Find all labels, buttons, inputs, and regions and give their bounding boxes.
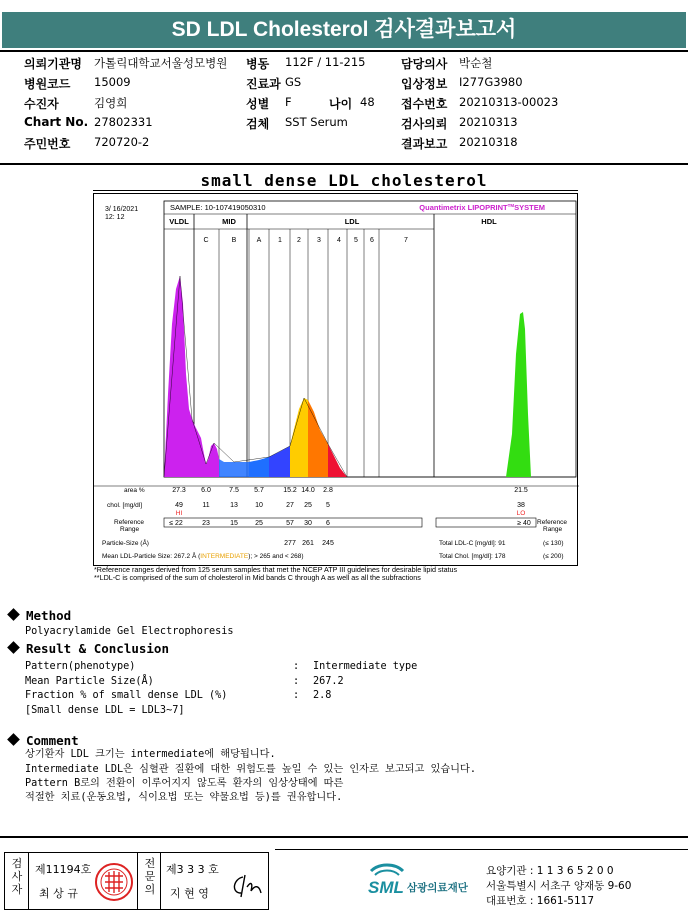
org-name: 삼광의료재단 [407,882,468,894]
result-row-colon: : [293,690,300,701]
area-value: 27.3 [172,487,186,494]
admission-label: 입상정보 [401,77,448,91]
institution-value: 가톨릭대학교서울성모병원 [94,56,228,70]
row-label-chol: chol. [mg/dl] [107,502,143,509]
chol-value: 10 [255,502,263,509]
band-label: C [203,237,209,244]
result-row-value: Intermediate type [313,661,418,672]
examiner-seal-icon [93,861,135,903]
footnote-1: *Reference ranges derived from 125 serum samples that met the NCEP ATP III guidelines for desirable lipid status [94,565,458,574]
sex-label: 성별 [246,97,270,111]
mid-b-area [249,457,269,477]
chol-value: 13 [230,502,238,509]
doctor-license-no: 제3 3 3 호 [166,863,219,876]
row-label-size: Particle-Size (Å) [102,540,149,547]
dept-label: 진료과 [246,77,281,91]
area-value: 2.8 [323,487,333,494]
diamond-bullet-icon [7,733,20,746]
result-row-label: Pattern(phenotype) [25,661,136,672]
band-label: B [231,237,237,244]
method-text: Polyacrylamide Gel Electrophoresis [25,626,234,637]
examiner-title-cell [5,853,29,909]
area-value: 7.5 [229,487,239,494]
ldl1-area [290,398,308,477]
org-code: 요양기관 : 1 1 3 6 5 2 0 0 [486,865,614,877]
result-row-label: Fraction % of small dense LDL (%) [25,690,228,701]
chol-flag-lo: LO [516,510,526,517]
chart-no-label: Chart No. [24,115,89,129]
id-label: 주민번호 [24,137,71,151]
diamond-bullet-icon [7,608,20,621]
sml-logo-icon [367,862,479,902]
examiner-name: 최 상 규 [39,887,78,900]
chol-value: 11 [202,502,210,509]
comment-line: Pattern B로의 전환이 이루어지지 않도록 환자의 임상상태에 따른 [25,778,344,789]
method-heading-text: Method [26,608,72,623]
group-label-mid: MID [222,217,236,226]
band-label: 1 [278,237,282,244]
mean-size-part: INTERMEDIATE [200,553,249,560]
comment-heading-text: Comment [26,733,79,748]
id-value: 720720-2 [94,135,150,149]
report-date-value: 20210318 [459,135,518,149]
row-label-ref-1: Reference [114,519,144,526]
divider [0,50,688,52]
result-row-colon: : [293,676,300,687]
request-date-label: 검사의뢰 [401,117,448,131]
area-value: 15.2 [283,487,297,494]
hospital-code-value: 15009 [94,75,131,89]
age-value: 48 [360,95,375,109]
ref-value: 23 [202,520,210,527]
sml-logo [367,862,479,907]
band-label: 7 [404,237,408,244]
total-ldl-ref: (≤ 130) [543,540,564,547]
comment-line: Intermediate LDL은 심혈관 질환에 대한 위험도를 높일 수 있는 인자로 보고되고 있습니다. [25,764,476,775]
area-value: 21.5 [514,487,528,494]
mean-size [102,551,304,560]
patient-name: 김영희 [94,96,128,110]
total-ldl: Total LDL-C [mg/dl]: 91 [439,540,506,547]
doctor-title-cell [137,853,161,909]
chart-date: 3/ 16/2021 [105,206,139,213]
chart-brand [419,203,545,212]
doctor-name: 지 현 영 [170,887,209,900]
band-label: 6 [370,237,374,244]
result-row-colon: : [293,661,300,672]
sex-value: F [285,95,292,109]
age-label: 나이 [329,97,353,111]
result-note: [Small dense LDL = LDL3~7] [25,705,185,716]
diamond-bullet-icon [7,641,20,654]
chol-value: 38 [517,502,525,509]
doctor-value: 박순철 [459,56,493,70]
examiner-license-no: 제11194호 [35,863,92,876]
ref-value: 6 [326,520,330,527]
result-heading-text: Result & Conclusion [26,641,169,656]
vertical-char: 문 [144,870,156,883]
footnote-2: **LDL-C is comprised of the sum of cholesterol in Mid bands C through A as well as all the subfractions [94,572,421,582]
ref-value: 25 [255,520,263,527]
divider [93,190,578,191]
sml-logo-text: SML [368,878,404,897]
examiner-vertical-label [10,857,24,896]
area-value: 14.0 [301,487,315,494]
size-value: 245 [322,540,334,547]
electrophoresis-chart [93,193,578,566]
chol-value: 49 [175,502,183,509]
hdl-peak [506,312,531,477]
vertical-char: 자 [11,883,23,896]
result-row-label: Mean Particle Size(Å) [25,676,154,687]
mid-a-area [269,446,290,477]
request-date-value: 20210313 [459,115,518,129]
dept-value: GS [285,75,302,89]
group-label-vldl: VLDL [169,217,189,226]
chart-no-value: 27802331 [94,115,153,129]
admission-value: I277G3980 [459,75,523,89]
footnotes [94,566,457,581]
total-chol-ref: (≤ 200) [543,553,564,560]
group-label-ldl: LDL [344,217,360,226]
chol-flag-hi: HI [175,510,183,517]
ref-value: ≤ 22 [169,520,183,527]
vertical-char: 검 [11,857,23,870]
divider [275,849,688,850]
brand-tm: TM [507,203,515,208]
divider [0,163,688,165]
doctor-label: 담당의사 [401,57,448,71]
report-date-label: 결과보고 [401,137,448,151]
ref-value: 30 [304,520,312,527]
area-value: 6.0 [201,487,211,494]
report-header [0,0,688,48]
brand-text: SYSTEM [514,203,545,212]
total-chol: Total Chol. [mg/dl]: 178 [439,553,506,560]
org-phone: 대표번호 : 1661-5117 [486,895,595,907]
result-row-value: 267.2 [313,676,344,687]
mean-size-part: Mean LDL-Particle Size: 267.2 Å ( [102,553,201,560]
ref-side-1: Reference [537,519,567,526]
band-label: 4 [337,237,341,244]
chol-value: 27 [286,502,294,509]
receipt-value: 20210313-00023 [459,95,559,109]
org-info [486,864,631,909]
band-label: 2 [297,237,301,244]
ward-label: 병동 [246,57,270,71]
band-label: 5 [354,237,358,244]
vertical-char: 의 [144,883,156,896]
vldl-peak [164,276,219,477]
divider [0,836,688,838]
hospital-code-label: 병원코드 [24,77,71,91]
comment-line: 상기환자 LDL 크기는 intermediate에 해당됩니다. [25,749,276,760]
doctor-vertical-label [143,857,157,896]
band-label: A [256,237,262,244]
receipt-label: 접수번호 [401,97,448,111]
vertical-char: 사 [11,870,23,883]
chart-svg [94,194,579,567]
brand-text: Quantimetrix LIPOPRINT [419,203,508,212]
ref-value: 15 [230,520,238,527]
method-heading [7,608,71,623]
row-label-area: area % [124,487,145,494]
result-heading [7,641,169,656]
specimen-label: 검체 [246,117,270,131]
ref-side-2: Range [543,526,563,533]
patient-label: 수진자 [24,97,59,111]
doctor-signature-icon [227,871,267,901]
chart-time: 12: 12 [105,214,125,221]
section-title: small dense LDL cholesterol [200,171,488,190]
ref-value: ≥ 40 [517,520,531,527]
report-title: SD LDL Cholesterol 검사결과보고서 [2,12,686,48]
size-value: 277 [284,540,296,547]
specimen-value: SST Serum [285,115,348,129]
row-label-ref-2: Range [120,526,140,533]
vertical-char: 전 [144,857,156,870]
size-value: 261 [302,540,314,547]
chol-value: 5 [326,502,330,509]
result-row-value: 2.8 [313,690,332,701]
group-label-hdl: HDL [481,217,497,226]
chart-sample: SAMPLE: 10-107419050310 [170,203,266,212]
band-label: 3 [317,237,321,244]
ref-value: 57 [286,520,294,527]
org-address: 서울특별시 서초구 양재동 9-60 [486,880,632,892]
comment-line: 적절한 치료(운동요법, 식이요법 또는 약물요법 등)를 권유합니다. [25,792,343,803]
institution-label: 의뢰기관명 [24,57,82,71]
mean-size-part: ); > 265 and < 268) [248,553,304,560]
signature-box [4,852,269,910]
ward-value: 112F / 11-215 [285,55,366,69]
chol-value: 25 [304,502,312,509]
mid-c-area [219,459,249,477]
area-value: 5.7 [254,487,264,494]
